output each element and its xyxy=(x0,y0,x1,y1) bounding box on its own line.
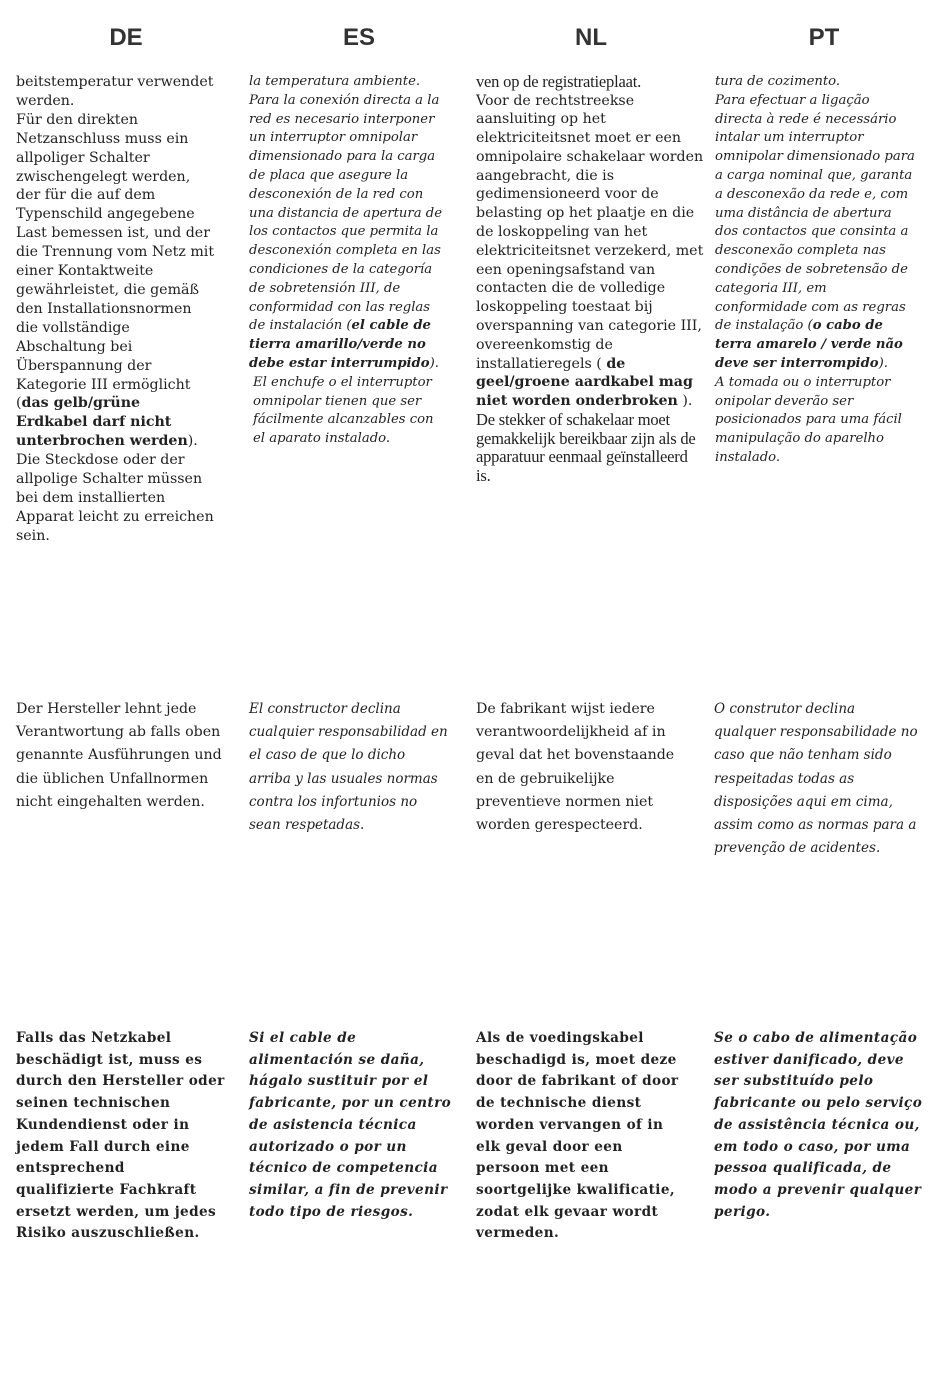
section1-pt-p2-text: Para efectuar a ligação directa à rede é necessário intalar um interruptor omnipolar dimensionado para a carga nominal que, garanta a desconexão da rede e, com uma distância de abertura dos contactos que consinta a desconexão completa nas condições de sobretensão de categoria III, em conformidade com as regras de instalação ( xyxy=(715,92,915,334)
section1-pt-p2-bold: o cabo de terra amarelo / verde não deve ser interrompido xyxy=(715,318,903,371)
section1-nl-p2 xyxy=(476,92,704,412)
section1-es-p2 xyxy=(249,92,447,374)
section2-de: Der Hersteller lehnt jede Verantwortung ab falls oben genannte Ausführungen und die üblichen Unfallnormen nicht eingehalten werden. xyxy=(16,701,222,810)
section1-de-p2-bold: das gelb/grüne Erdkabel darf nicht unterbrochen werden xyxy=(16,395,188,450)
section1-pt-p1: tura de cozimento. xyxy=(715,74,841,89)
section1-es-p3: El enchufe o el interruptor omnipolar tienen que ser fácilmente alcanzables con el aparato instalado. xyxy=(253,374,434,447)
section1-nl-p2-end: ). xyxy=(677,393,693,410)
section1-es-p2-bold: el cable de tierra amarillo/verde no debe estar interrumpido xyxy=(249,318,431,371)
section1-de-p2 xyxy=(16,111,216,451)
header-pt: PT xyxy=(808,24,840,51)
section3-pt: Se o cabo de alimentação estiver danificado, deve ser substituído pelo fabricante ou pelo serviço de assistência técnica ou, em todo o caso, por uma pessoa qualificada, de modo a prevenir qualquer perigo. xyxy=(714,1030,923,1220)
section3-de: Falls das Netzkabel beschädigt ist, muss es durch den Hersteller oder seinen technischen Kundendienst oder in jedem Fall durch eine entsprechend qualifizierte Fachkraft ersetzt werden, um jedes Risiko auszuschließen. xyxy=(16,1030,225,1242)
section1-nl xyxy=(476,73,704,485)
section1-de xyxy=(16,73,216,546)
section3-es: Si el cable de alimentación se daña, hágalo sustituir por el fabricante, por un centro de asistencia técnica autorizado o por un técnico de competencia similar, a fin de prevenir todo tipo de riesgos. xyxy=(249,1030,452,1220)
section1-pt xyxy=(715,73,915,468)
section1-es-p2-end: ). xyxy=(429,355,439,371)
section1-nl-p2-text: Voor de rechtstreekse aansluiting op het elektriciteitsnet moet er een omnipolaire schakelaar worden aangebracht, die is gedimensioneerd voor de belasting op het plaatje en die de loskoppeling van het elektriciteitsnet verzekerd, met een openingsafstand van contacten die de volledige loskoppeling toestaat bij overspanning van categorie III, overeenkomstig de installatieregels ( xyxy=(476,92,704,372)
section1-de-p2-text: Für den direkten Netzanschluss muss ein allpoliger Schalter zwischengelegt werden, der für die auf dem Typenschild angegebene Last bemessen ist, und der die Trennung vom Netz mit einer Kontaktweite gewährleistet, die gemäß den Installationsnormen die vollständige Abschaltung bei Überspannung der Kategorie III ermöglicht ( xyxy=(16,111,215,412)
section1-nl-p3: De stekker of schakelaar moet gemakkelijk bereikbaar zijn als de apparatuur eenmaal geïnstalleerd is. xyxy=(476,410,696,485)
header-nl: NL xyxy=(575,24,607,51)
section1-pt-p2-end: ). xyxy=(878,355,888,371)
header-es: ES xyxy=(342,24,375,51)
section1-pt-p2 xyxy=(715,92,915,374)
section1-nl-p1: ven op de registratieplaat. xyxy=(476,72,642,91)
section1-de-p2-end: ). xyxy=(187,433,198,450)
section1-de-p1: beitstemperatur verwendet werden. xyxy=(16,74,214,109)
section2-nl: De fabrikant wijst iedere verantwoordelijkheid af in geval dat het bovenstaande en de gebruikelijke preventieve normen niet worden gerespecteerd. xyxy=(476,701,675,834)
section1-es-p2-text: Para la conexión directa a la red es necesario interponer un interruptor omnipolar dimensionado para la carga de placa que asegure la desconexión de la red con una distancia de apertura de los contactos que permita la desconexión completa en las condiciones de la categoría de sobretensión III, de conformidad con las reglas de instalación ( xyxy=(249,92,443,334)
section1-pt-p3: A tomada ou o interruptor onipolar deverão ser posicionados para uma fácil manipulação do aparelho instalado. xyxy=(715,374,902,465)
header-de: DE xyxy=(109,24,143,51)
section2-pt: O construtor declina qualquer responsabilidade no caso que não tenham sido respeitadas todas as disposições aqui em cima, assim como as normas para a prevenção de acidentes. xyxy=(714,701,918,857)
section1-nl-p2-bold: de geel/groene aardkabel mag niet worden onderbroken xyxy=(476,355,693,410)
section3-nl: Als de voedingskabel beschadigd is, moet deze door de fabrikant of door de technische dienst worden vervangen of in elk geval door een persoon met een soortgelijke kwalificatie, zodat elk gevaar wordt vermeden. xyxy=(476,1030,679,1242)
section2-es: El constructor declina cualquier responsabilidad en el caso de que lo dicho arriba y las usuales normas contra los infortunios no sean respetadas. xyxy=(249,701,448,834)
section1-es xyxy=(249,73,447,449)
section1-de-p3: Die Steckdose oder der allpolige Schalter müssen bei dem installierten Apparat leicht zu erreichen sein. xyxy=(16,452,214,544)
section1-es-p1: la temperatura ambiente. xyxy=(249,74,421,89)
